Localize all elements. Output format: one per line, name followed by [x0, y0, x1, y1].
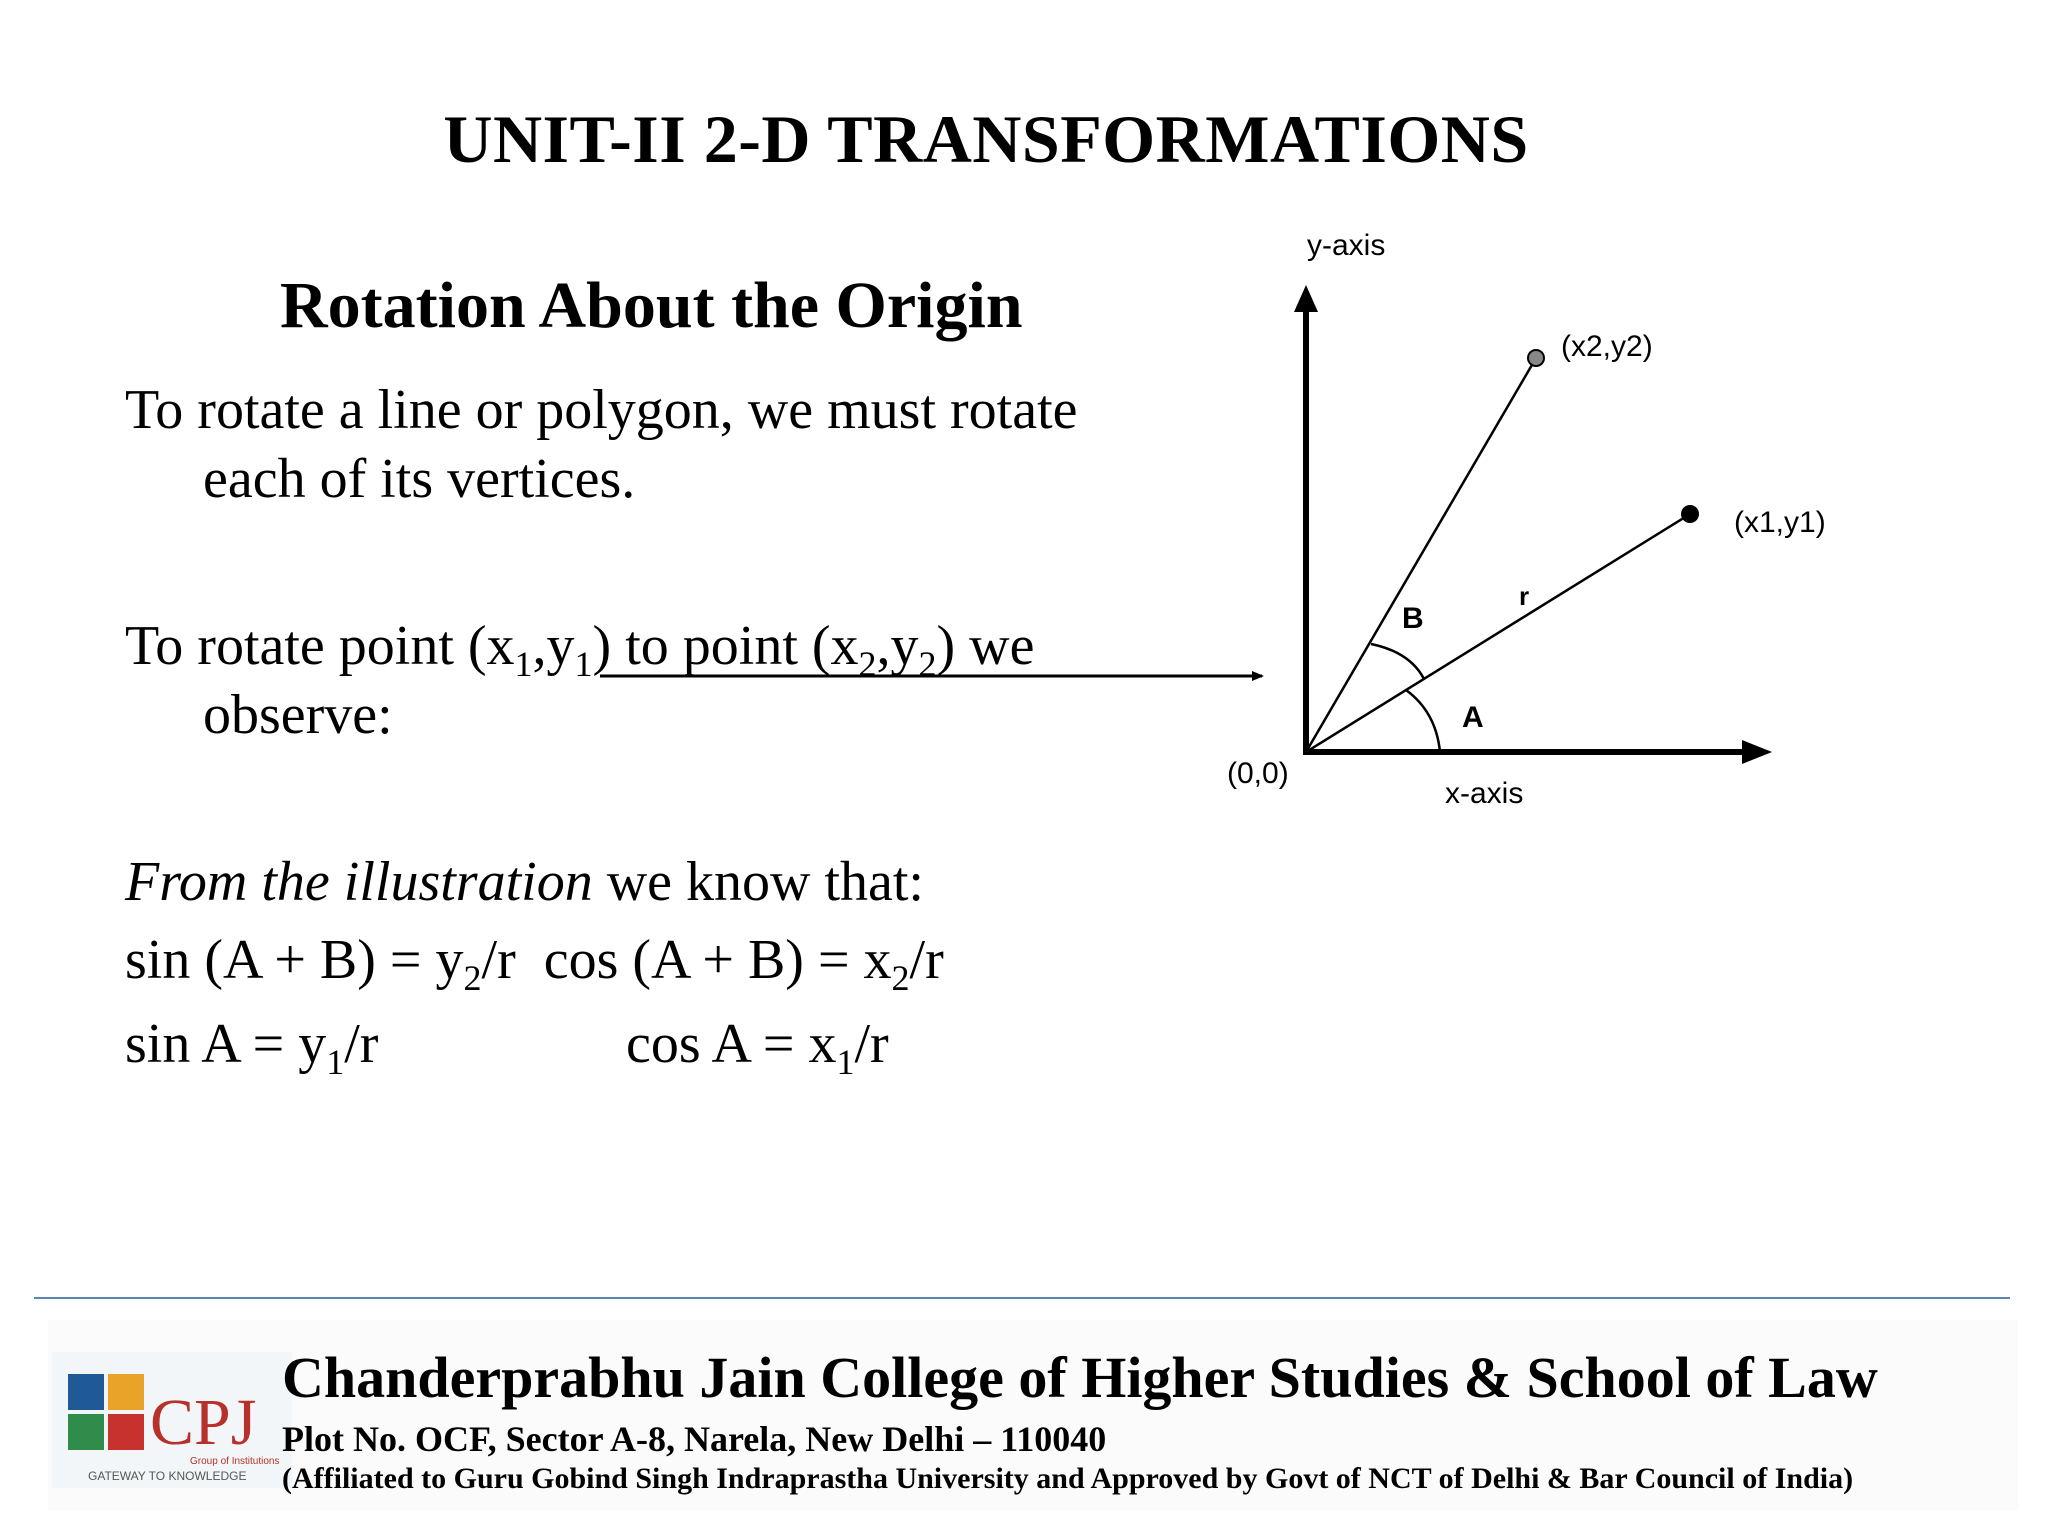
- logo-letters: CPJ: [150, 1386, 257, 1459]
- line-to-point2: [1306, 358, 1536, 752]
- slide-subtitle: Rotation About the Origin: [280, 269, 1023, 342]
- point1-marker: [1681, 505, 1699, 523]
- college-affiliation: (Affiliated to Guru Gobind Singh Indraprastha University and Approved by Govt of NCT of Delhi & Bar Council of India): [282, 1462, 1854, 1495]
- college-address: Plot No. OCF, Sector A-8, Narela, New Delhi – 110040: [282, 1419, 1107, 1459]
- college-name: Chanderprabhu Jain College of Higher Studies & School of Law: [282, 1345, 1878, 1410]
- footer-divider: [34, 1297, 2010, 1299]
- college-logo: [52, 1352, 292, 1488]
- paragraph-line: To rotate a line or polygon, we must rotate: [125, 379, 1078, 441]
- equation-cos-a: $\cos A = x_1/r$: [626, 1013, 889, 1082]
- equation-sin-a: $\sin A = y_1/r$: [125, 1013, 379, 1082]
- paragraph-line: each of its vertices.: [203, 448, 636, 510]
- paragraph-illustration: From the illustration we know that:: [125, 851, 924, 913]
- origin-label: (0,0): [1227, 757, 1289, 790]
- angle-a-label: A: [1462, 701, 1484, 734]
- paragraph-line: To rotate point $(x_1,y_1)$ to point $(x_2,y_2)$ we: [125, 615, 1035, 684]
- y-axis-label: y-axis: [1307, 229, 1386, 262]
- angle-a-arc: [1406, 690, 1440, 752]
- logo-group: Group of Institutions: [190, 1456, 280, 1467]
- line-to-point1: [1306, 514, 1690, 752]
- point1-label: (x1,y1): [1734, 506, 1826, 539]
- paragraph-line: observe:: [203, 684, 393, 746]
- logo-tagline: GATEWAY TO KNOWLEDGE: [88, 1469, 247, 1483]
- equation-sin-cos-a-plus-b: $\sin (A + B) = y_2/r$ $\cos (A + B) = x_2/r$: [125, 929, 944, 998]
- angle-b-arc: [1371, 644, 1424, 679]
- slide-title: UNIT-II 2-D TRANSFORMATIONS: [443, 101, 1529, 177]
- x-axis-arrowhead: [1742, 740, 1772, 764]
- angle-b-label: B: [1402, 602, 1424, 635]
- italic-phrase: From the illustration: [125, 851, 593, 913]
- point2-marker: [1528, 350, 1544, 366]
- x-axis-label: x-axis: [1445, 777, 1524, 810]
- point2-label: (x2,y2): [1561, 330, 1653, 363]
- y-axis-arrowhead: [1294, 285, 1318, 312]
- radius-label: r: [1519, 581, 1530, 611]
